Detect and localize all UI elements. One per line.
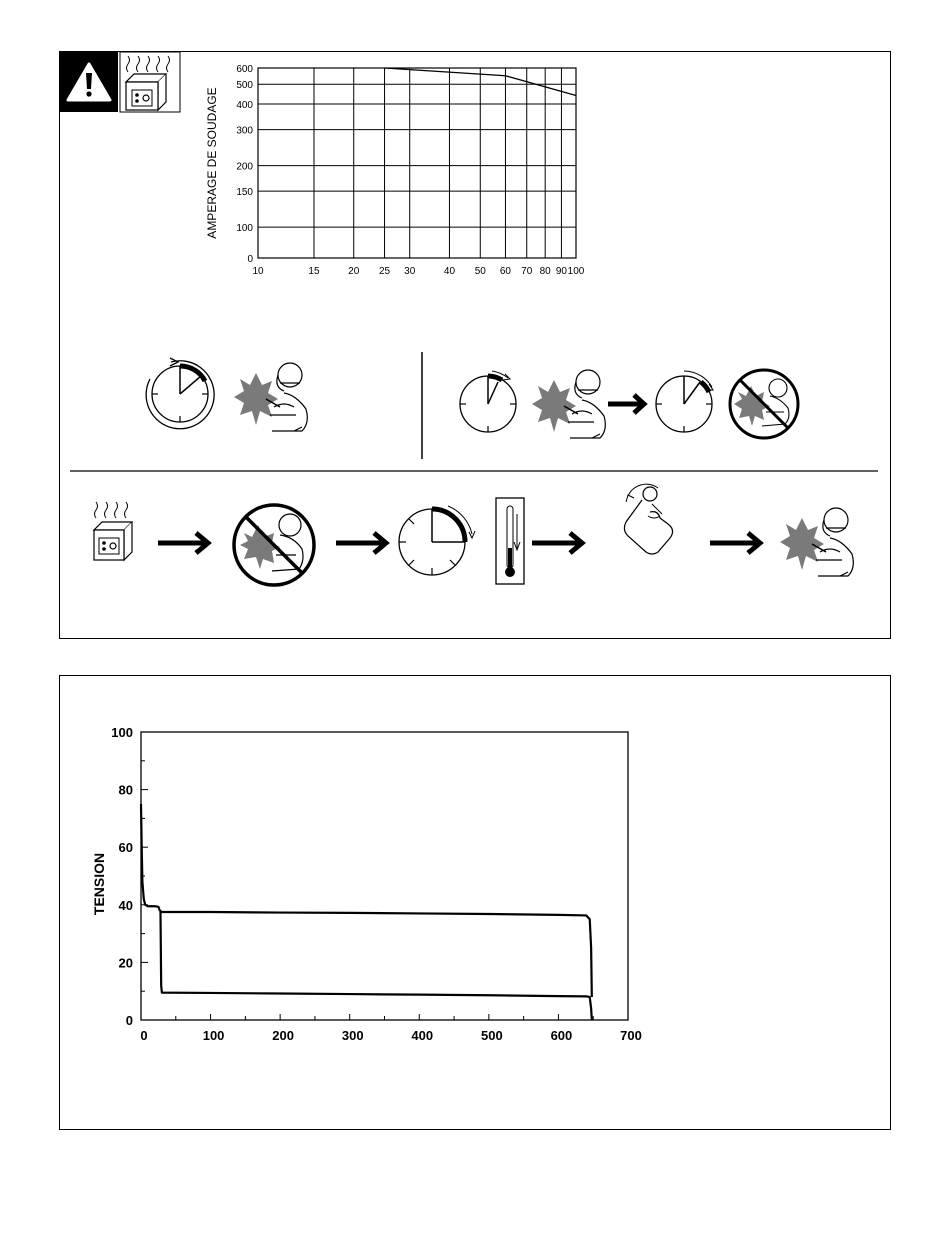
welder-icon — [234, 363, 307, 431]
arrow-right-icon — [336, 533, 386, 553]
clock-rest-time-icon — [656, 371, 713, 432]
plot-frame — [258, 68, 576, 258]
x-tick-label: 200 — [272, 1028, 294, 1043]
x-tick-label: 15 — [308, 266, 320, 277]
x-tick-label: 300 — [341, 1028, 364, 1043]
y-tick-label: 100 — [111, 725, 133, 740]
clock-cool-down-icon — [399, 506, 475, 575]
y-tick-label: 60 — [118, 840, 133, 856]
y-axis-label: TENSION — [91, 852, 107, 916]
x-tick-label: 10 — [252, 266, 264, 277]
y-tick-label: 200 — [236, 161, 253, 173]
series-line-max — [141, 804, 592, 997]
volt-amp-chart — [91, 725, 642, 1043]
x-tick-label: 25 — [378, 266, 391, 277]
duty-cycle-chart — [205, 64, 585, 277]
y-tick-label: 500 — [236, 80, 253, 92]
y-tick-label: 300 — [236, 125, 253, 137]
x-tick-label: 0 — [140, 1028, 148, 1043]
y-tick-label: 400 — [236, 100, 253, 112]
x-tick-label: 20 — [348, 266, 360, 277]
x-tick-label: 700 — [620, 1028, 642, 1043]
no-welding-icon — [234, 505, 314, 585]
clock-weld-time-icon — [460, 371, 516, 432]
x-tick-label: 80 — [539, 266, 551, 277]
warning-icon — [60, 52, 118, 112]
y-tick-label: 20 — [118, 955, 133, 971]
x-tick-label: 30 — [404, 266, 416, 277]
welder-icon — [780, 508, 853, 576]
y-tick-label: 40 — [118, 897, 133, 913]
plot-frame — [141, 732, 628, 1020]
volt-amp-drawing — [60, 676, 890, 1129]
arrow-right-icon — [158, 533, 208, 553]
x-tick-label: 100 — [202, 1028, 225, 1043]
x-tick-label: 400 — [411, 1028, 434, 1043]
no-welding-icon — [730, 370, 798, 438]
x-tick-label: 500 — [481, 1028, 503, 1043]
arrow-right-icon — [608, 395, 644, 413]
x-tick-label: 40 — [443, 266, 456, 277]
y-tick-label: 150 — [236, 187, 253, 199]
series-line-min — [160, 912, 591, 1020]
welder-icon — [532, 370, 605, 438]
arrow-right-icon — [710, 533, 760, 553]
x-tick-label: 100 — [567, 266, 585, 277]
x-tick-label: 60 — [499, 266, 512, 277]
hot-machine-icon — [120, 52, 180, 112]
hot-machine-icon — [94, 502, 132, 560]
volt-amp-panel — [59, 675, 891, 1130]
duty-cycle-drawing — [60, 52, 890, 638]
y-tick-label: 0 — [125, 1013, 133, 1028]
y-tick-label: 100 — [236, 223, 253, 235]
duty-cycle-panel — [59, 51, 891, 639]
arrow-right-icon — [532, 533, 582, 553]
clock-continuous-icon — [146, 358, 214, 429]
x-tick-label: 70 — [521, 266, 533, 277]
x-tick-label: 600 — [550, 1028, 573, 1043]
thermometer-icon — [496, 498, 524, 584]
y-tick-label: 80 — [118, 782, 133, 798]
y-axis-label: AMPERAGE DE SOUDAGE — [205, 87, 219, 239]
y-tick-label: 0 — [247, 254, 253, 265]
x-tick-label: 50 — [474, 266, 486, 277]
y-tick-label: 600 — [236, 64, 253, 75]
hand-turn-knob-icon — [624, 484, 672, 554]
x-tick-label: 90 — [555, 266, 568, 277]
